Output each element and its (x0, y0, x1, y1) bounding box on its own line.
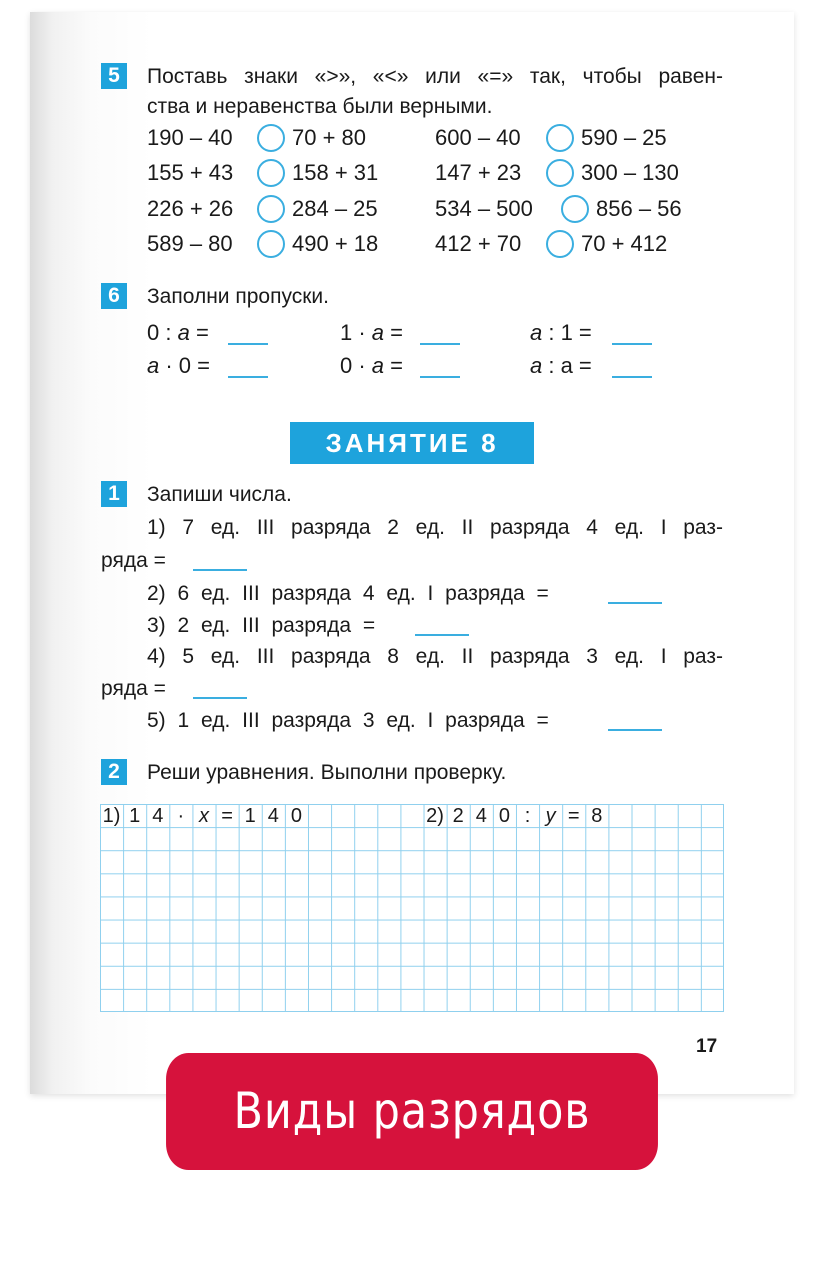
task-1-item-1-line1: 1) 7 ед. III разряда 2 ед. II разряда 4 ед. I раз- (147, 516, 723, 539)
task-1-item-3: 3) 2 ед. III разряда = (147, 614, 376, 637)
comparison-circle[interactable] (561, 195, 589, 223)
expr-right: 70 + 80 (292, 125, 367, 150)
fill-expression: 0 : a = (147, 320, 209, 345)
answer-blank[interactable] (608, 602, 662, 604)
task-1-badge: 1 (101, 481, 127, 507)
expr-left: 589 – 80 (147, 231, 233, 256)
fill-expression: a : a = (530, 353, 592, 378)
expr-left: 534 – 500 (435, 196, 533, 221)
task-1-title: Запиши числа. (147, 483, 292, 506)
comparison-circle[interactable] (257, 195, 285, 223)
expr-left: 190 – 40 (147, 125, 233, 150)
expr-right: 300 – 130 (581, 160, 679, 185)
answer-grid[interactable] (100, 804, 724, 1012)
task-6-badge: 6 (101, 283, 127, 309)
fill-expression: a · 0 = (147, 353, 210, 378)
answer-blank[interactable] (193, 569, 247, 571)
task-2-title: Реши уравнения. Выполни проверку. (147, 761, 507, 784)
task-2-badge: 2 (101, 759, 127, 785)
answer-blank[interactable] (420, 343, 460, 345)
answer-blank[interactable] (228, 343, 268, 345)
fill-expression: a : 1 = (530, 320, 592, 345)
comparison-circle[interactable] (257, 230, 285, 258)
expr-left: 147 + 23 (435, 160, 522, 185)
expr-right: 284 – 25 (292, 196, 378, 221)
expr-right: 590 – 25 (581, 125, 667, 150)
task-1-item-2: 2) 6 ед. III разряда 4 ед. I разряда = (147, 582, 549, 605)
equation-2: 2) 2 4 0 : y = 8 (426, 805, 603, 827)
task-5-instruction-line2: ства и неравенства были верными. (147, 95, 493, 118)
task-1-item-4-line2: ряда = (101, 677, 166, 700)
task-5-badge: 5 (101, 63, 127, 89)
equation-1: 1) 1 4 · x = 1 4 0 (102, 805, 302, 827)
comparison-circle[interactable] (546, 124, 574, 152)
expr-left: 600 – 40 (435, 125, 521, 150)
comparison-circle[interactable] (257, 124, 285, 152)
fill-expression: 0 · a = (340, 353, 404, 378)
comparison-circle[interactable] (546, 230, 574, 258)
expr-right: 158 + 31 (292, 160, 379, 185)
expr-left: 412 + 70 (435, 231, 522, 256)
expr-right: 856 – 56 (596, 196, 682, 221)
answer-blank[interactable] (228, 376, 268, 378)
fill-expression: 1 · a = (340, 320, 404, 345)
answer-blank[interactable] (415, 634, 469, 636)
comparison-circle[interactable] (257, 159, 285, 187)
task-1-item-1-line2: ряда = (101, 549, 166, 572)
answer-blank[interactable] (612, 343, 652, 345)
answer-blank[interactable] (193, 697, 247, 699)
answer-blank[interactable] (612, 376, 652, 378)
comparison-circle[interactable] (546, 159, 574, 187)
expr-left: 226 + 26 (147, 196, 234, 221)
answer-blank[interactable] (608, 729, 662, 731)
task-1-item-5: 5) 1 ед. III разряда 3 ед. I разряда = (147, 709, 549, 732)
expr-right: 490 + 18 (292, 231, 379, 256)
task-5-instruction-line1: Поставь знаки «>», «<» или «=» так, чтобы равен- (147, 65, 723, 88)
answer-blank[interactable] (420, 376, 460, 378)
title-banner: Виды разрядов чисел (166, 1053, 658, 1170)
task-6-title: Заполни пропуски. (147, 285, 329, 308)
expr-left: 155 + 43 (147, 160, 234, 185)
lesson-heading: ЗАНЯТИЕ 8 (290, 422, 534, 464)
expr-right: 70 + 412 (581, 231, 668, 256)
page-number: 17 (696, 1036, 718, 1057)
task-1-item-4-line1: 4) 5 ед. III разряда 8 ед. II разряда 3 ед. I раз- (147, 645, 723, 668)
